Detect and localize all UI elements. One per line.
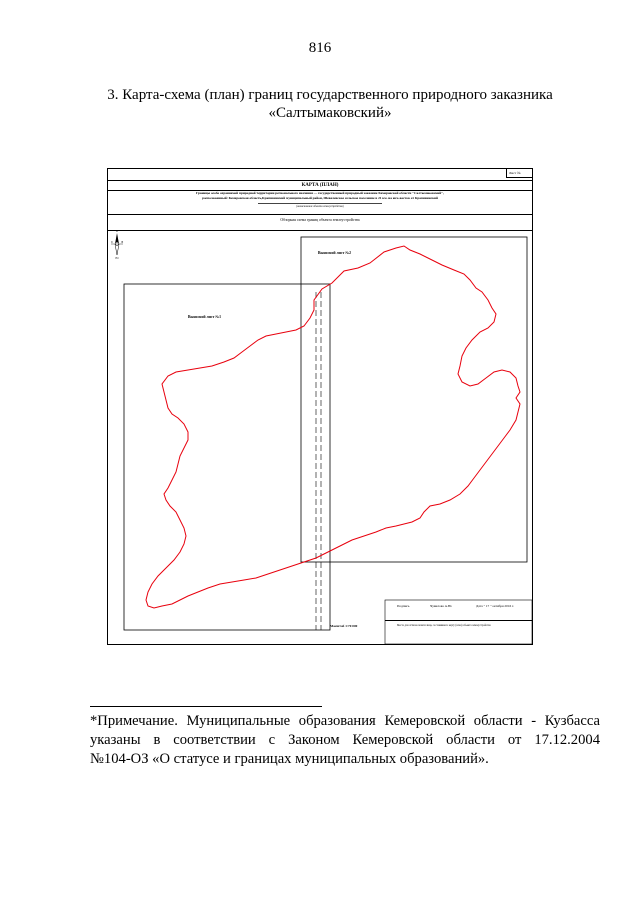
footer-divider — [385, 620, 532, 621]
footnote-line-3: №104-ОЗ «О статусе и границах муниципальных образований». — [90, 751, 489, 767]
page-number: 816 — [308, 40, 332, 56]
sheet-label-1: Выносной лист №1 — [188, 315, 222, 319]
document-title-line-2: «Салтымаковский» — [268, 105, 392, 121]
footnote-divider — [90, 706, 322, 707]
description-caption: (наименование объекта землеустройства) — [296, 205, 344, 208]
document-title-line-1: 3. Карта-схема (план) границ государственного природного заказника — [107, 87, 553, 103]
map-header-title: КАРТА (ПЛАН) — [108, 180, 532, 191]
svg-text:В: В — [121, 241, 124, 244]
svg-text:Ю: Ю — [115, 256, 119, 260]
svg-text:С: С — [115, 229, 119, 233]
footnote-line-2: указаны в соответствии с Законом Кемеровской области от 17.12.2004 — [90, 732, 600, 748]
footnote-line-1: *Примечание. Муниципальные образования Кемеровской области - Кузбасса — [90, 713, 600, 729]
overview-label: Обзорная схема границ объекта землеустройства — [280, 218, 360, 222]
signer-role: Подпись — [397, 604, 410, 608]
sheet-2-frame — [301, 237, 527, 562]
map-scale: Масштаб 1:70 000 — [330, 624, 358, 628]
svg-text:З: З — [111, 241, 113, 244]
footnote — [90, 712, 600, 769]
stamp-note: Место для оттиска печати лица, составившего карту (план) объекта землеустройства — [397, 624, 491, 627]
sheet-number-box: Лист № — [506, 169, 532, 178]
sheet-label-2: Выносной лист №2 — [318, 251, 352, 255]
sheet-1-frame — [124, 284, 330, 630]
signer-name: Чувилова А.Ю. — [430, 604, 453, 608]
map-description-line-1: Границы особо охраняемой природной территории регионального значения — государственный природный заказник Кемеровской области "Салтымаковский", — [196, 191, 444, 195]
map-description-line-2: расположенный: Кемеровская область,Крапивинский муниципальный район, Шевелевское сельское поселение в 21 км. на юго-восток от Крапивинский — [202, 195, 438, 200]
map-date: Дата " 17 " октября 2016 г. — [476, 604, 514, 608]
reserve-boundary — [146, 246, 520, 608]
